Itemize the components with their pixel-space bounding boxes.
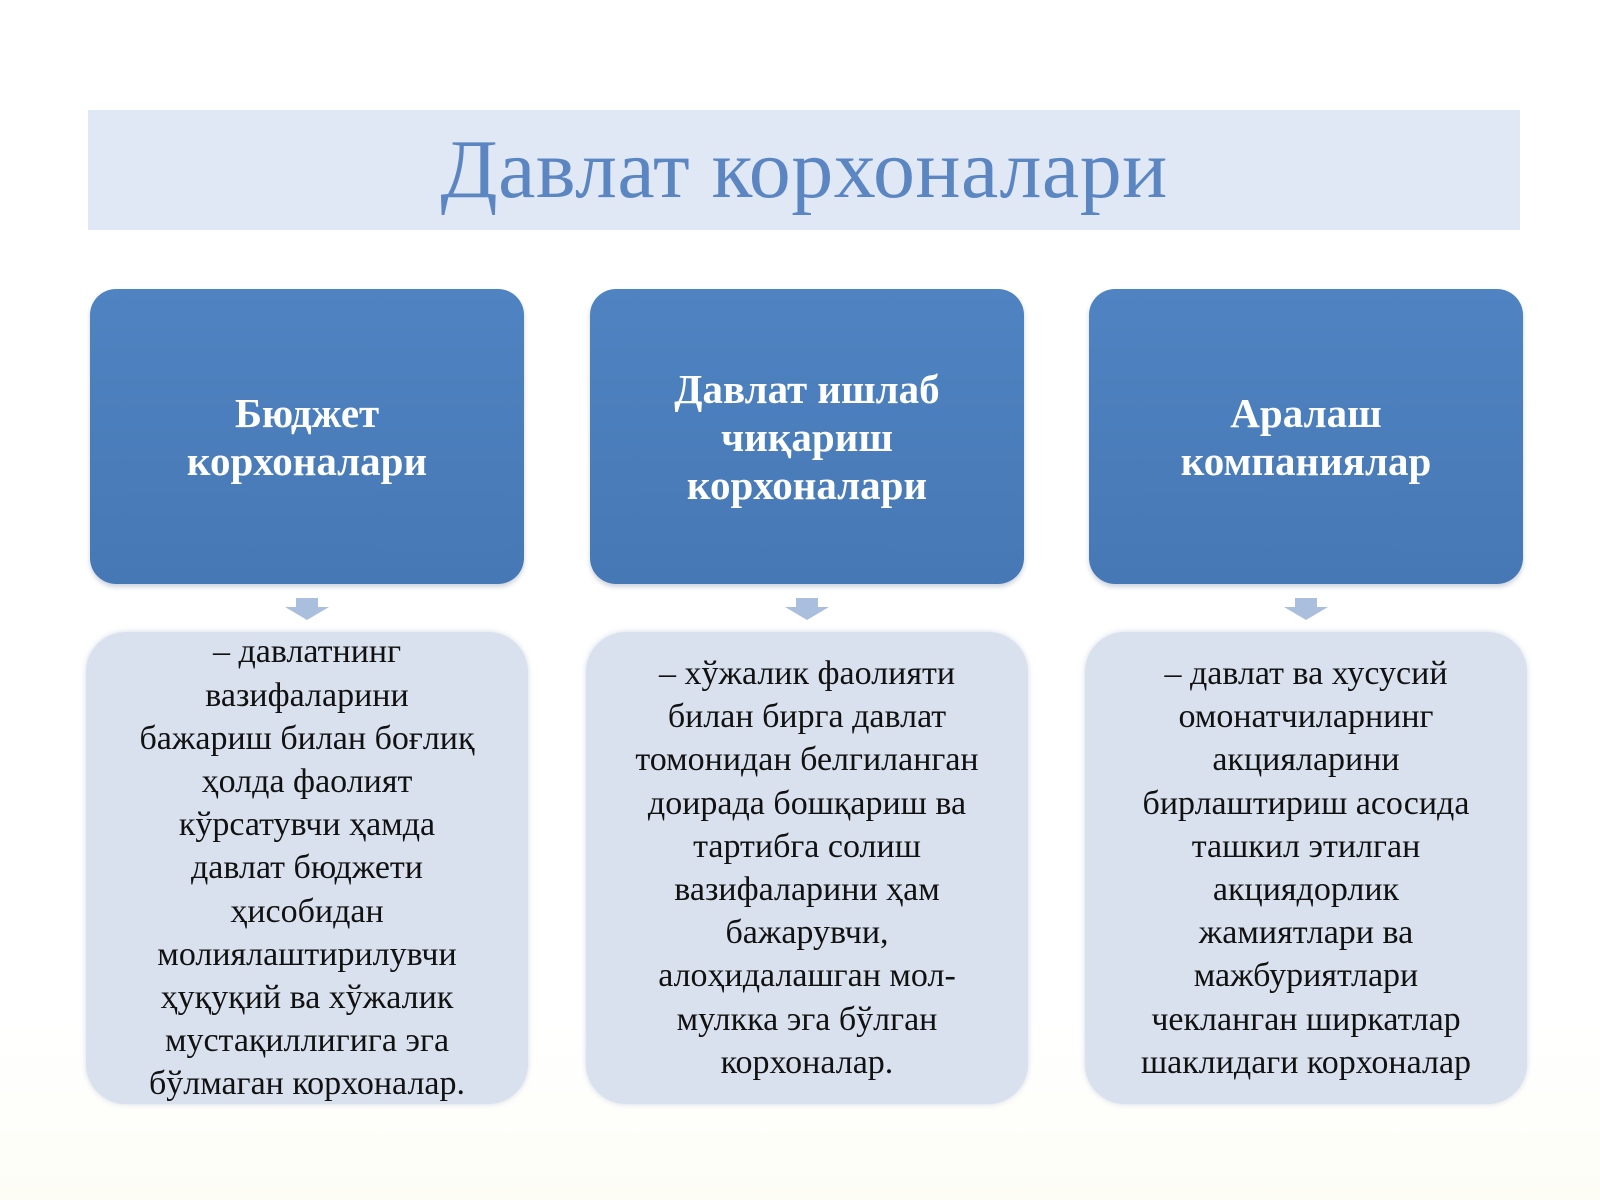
column-state-production-enterprises (590, 289, 1024, 1104)
down-arrow-icon (1284, 598, 1328, 620)
heading-label: Бюджет корхоналари (186, 389, 428, 484)
heading-box (590, 289, 1024, 584)
column-mixed-companies (1089, 289, 1523, 1104)
heading-label: Давлат ишлаб чиқариш корхоналари (674, 365, 940, 508)
heading-box (90, 289, 524, 584)
down-arrow-icon (785, 598, 829, 620)
description-text: – давлат ва хусусий омонатчиларнинг акцияларини бирлаштириш асосида ташкил этилган акциядорлик жамиятлари ва мажбуриятлари чекланган ширкатлар шаклидаги корхоналар (1140, 654, 1472, 1081)
title-band (88, 110, 1520, 230)
slide-title: Давлат корхоналари (440, 123, 1168, 216)
column-budget-enterprises (90, 289, 524, 1104)
description-text: – хўжалик фаолияти билан бирга давлат томонидан белгиланган доирада бошқариш ва тартибга солиш вазифаларини ҳам бажарувчи, алоҳидалашган мол- мулкка эга бўлган корхоналар. (635, 654, 979, 1081)
heading-label: Аралаш компаниялар (1180, 389, 1432, 484)
heading-box (1089, 289, 1523, 584)
description-box (1085, 632, 1527, 1104)
down-arrow-icon (285, 598, 329, 620)
description-box (586, 632, 1028, 1104)
description-box (86, 632, 528, 1104)
description-text: – давлатнинг вазифаларини бажариш билан боғлиқ ҳолда фаолият кўрсатувчи ҳамда давлат бюджети ҳисобидан молиялаштирилувчи ҳуқуқий ва хўжалик мустақиллигига эга бўлмаган корхоналар. (139, 633, 475, 1103)
